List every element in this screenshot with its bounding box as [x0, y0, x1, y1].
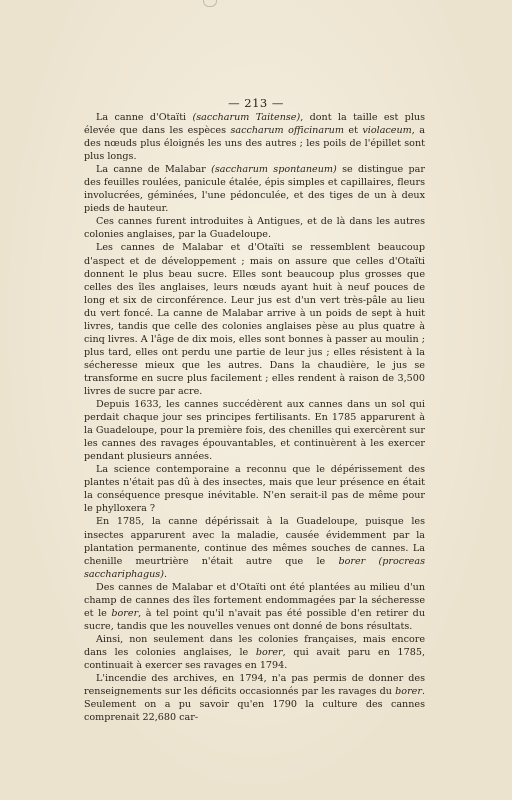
- paragraph: [84, 241, 425, 398]
- page-number: — 213 —: [228, 96, 284, 110]
- text-run: se distingue par des feuilles roulées, panicule étalée, épis simples et capillaires, fleurs involucrées, géminées, l'une pédonculée, et des tiges de un à deux pieds de hauteur.: [84, 164, 425, 215]
- paragraph: [84, 163, 425, 215]
- italic-term: violaceum: [362, 125, 412, 137]
- text-run: Des cannes de Malabar et d'Otaïti ont été plantées au milieu d'un champ de cannes des îles fortement endommagées par la sécheresse et le: [84, 581, 425, 619]
- paragraph: [84, 215, 425, 241]
- text-run: , a des nœuds plus éloignés les uns des autres ; les poils de l'épillet sont plus longs.: [84, 125, 425, 163]
- italic-term: (saccharum Taitense): [192, 112, 301, 123]
- body-text: [84, 111, 425, 724]
- text-run: Ainsi, non seulement dans les colonies françaises, mais encore dans les colonies anglaises, le: [84, 633, 425, 658]
- italic-term: borer (procreas sacchariphagus): [84, 555, 425, 580]
- paragraph: [84, 515, 425, 580]
- text-run: Ces cannes furent introduites à Antigues, et de là dans les autres colonies anglaises, par la Guadeloupe.: [84, 216, 425, 241]
- paragraph: [84, 111, 425, 163]
- paragraph: [84, 398, 425, 463]
- binding-mark: [203, 0, 217, 7]
- paragraph: [84, 581, 425, 633]
- text-run: La science contemporaine a reconnu que le dépérissement des plantes n'était pas dû à des insectes, mais que leur présence en était la conséquence presque inévitable. N'en serait-il pas de même pour le phylloxera ?: [84, 464, 425, 515]
- paragraph: [84, 463, 425, 515]
- paragraph: [84, 633, 425, 672]
- italic-term: (saccharum spontaneum): [211, 164, 337, 176]
- text-run: .: [163, 568, 168, 580]
- italic-term: borer: [395, 686, 422, 698]
- text-run: , dont la taille est plus élevée que dans les espèces: [84, 112, 425, 137]
- text-run: , qui avait paru en 1785, continuait à exercer ses ravages en 1794.: [84, 646, 426, 671]
- text-run: En 1785, la canne dépérissait à la Guadeloupe, puisque les insectes apparurent avec la maladie, causée évidemment par la plantation permanente, continue des mêmes souches de cannes. La chenille meurtrière n'était autre que le: [84, 516, 425, 567]
- italic-term: borer: [111, 607, 139, 619]
- text-run: La canne d'Otaïti: [96, 112, 193, 123]
- italic-term: borer: [255, 646, 283, 658]
- text-run: et: [343, 125, 363, 137]
- text-run: L'incendie des archives, en 1794, n'a pas permis de donner des renseignements sur les déficits occasionnés par les ravages du: [84, 673, 425, 698]
- text-run: . Seulement on a pu savoir qu'en 1790 la culture des cannes comprenait 22,680 car-: [84, 686, 425, 724]
- text-run: Depuis 1633, les cannes succédèrent aux cannes dans un sol qui perdait chaque jour ses principes fertilisants. En 1785 apparurent à la Guadeloupe, pour la première fois, des chenilles qui exercèrent sur les cannes des ravages épouvantables, et continuèrent à les exercer pendant plusieurs années.: [84, 399, 425, 463]
- text-run: La canne de Malabar: [96, 164, 212, 176]
- text-run: , à tel point qu'il n'avait pas été possible d'en retirer du sucre, tandis que les nouvelles venues ont donné de bons résultats.: [84, 607, 425, 632]
- text-run: Les cannes de Malabar et d'Otaïti se ressemblent beaucoup d'aspect et de développement ; mais on assure que celles d'Otaïti donnent le plus beau sucre. Elles sont beaucoup plus grosses que celles des îles anglaises, leurs nœuds ayant huit à neuf pouces de long et six de circonférence. Leur jus est d'un vert très-pâle au lieu du vert foncé. La canne de Malabar arrive à un poids de sept à huit livres, tandis que celle des colonies anglaises pèse au plus quatre à cinq livres. A l'âge de dix mois, elles sont bonnes à passer au moulin ; plus tard, elles ont perdu une partie de leur jus ; elles résistent à la sécheresse mieux que les autres. Dans la chaudière, le jus se transforme en sucre plus facilement ; elles rendent à raison de 3,500 livres de sucre par acre.: [84, 242, 425, 397]
- paragraph: [84, 672, 425, 724]
- italic-term: saccharum officinarum: [230, 125, 344, 137]
